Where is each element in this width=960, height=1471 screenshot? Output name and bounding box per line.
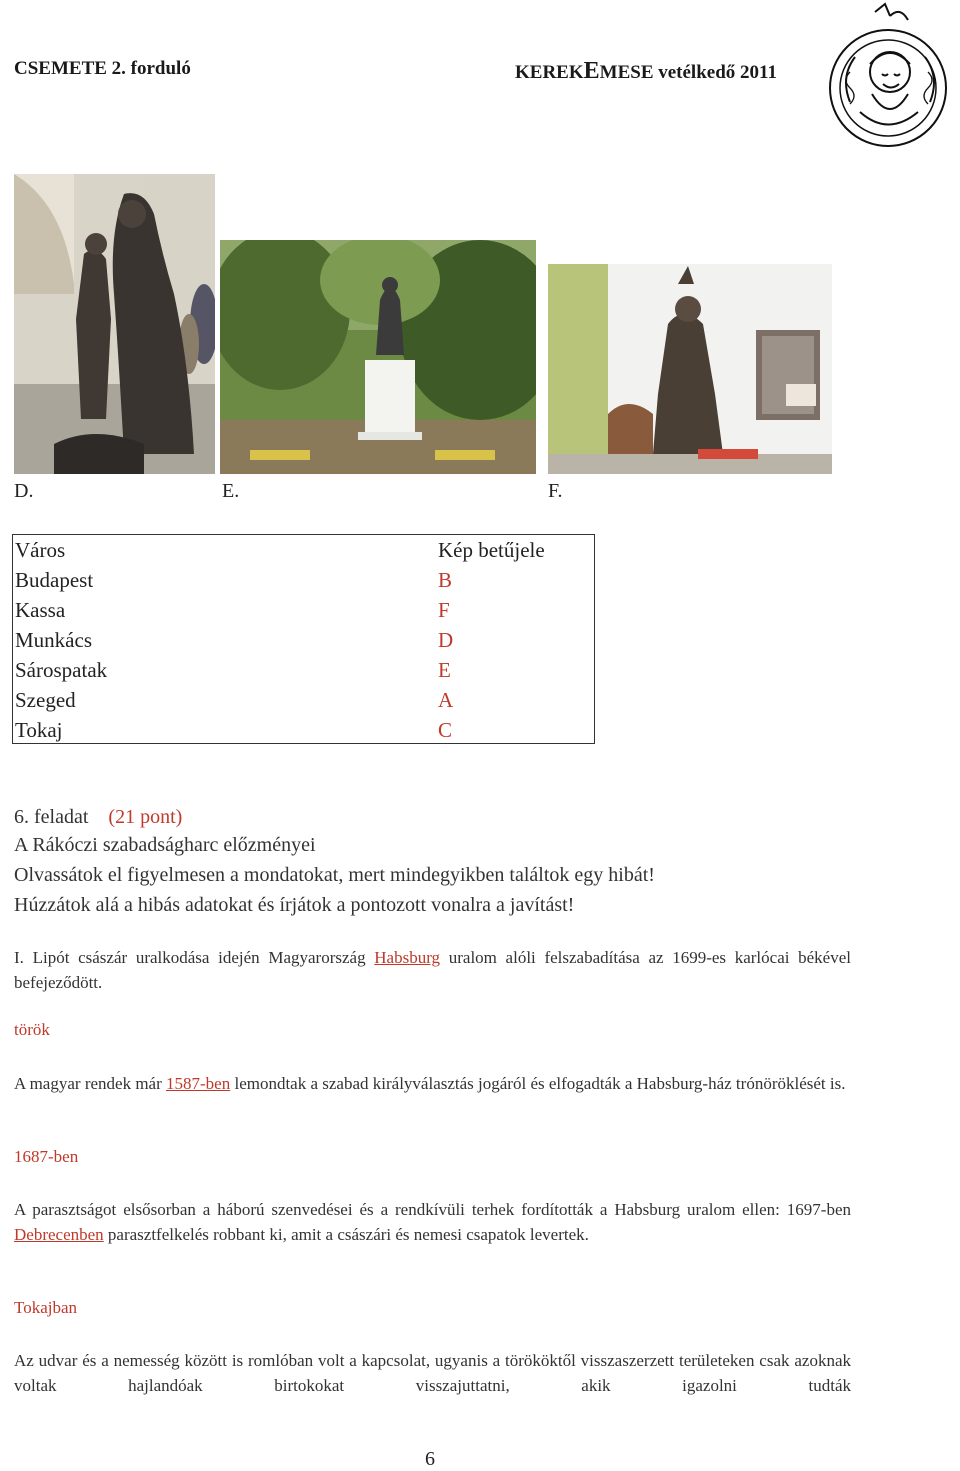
answer-3: Tokajban [14, 1298, 78, 1317]
city-cell: Kassa [15, 598, 66, 622]
photo-label-d: D. [14, 480, 34, 502]
photo-label-f: F. [548, 480, 563, 502]
city-cell: Budapest [15, 568, 94, 592]
photo-f-statue-building [548, 264, 832, 474]
task-instruction-2: Húzzátok alá a hibás adatokat és írjátok a pontozott vonalra a javítást! [14, 894, 575, 916]
photo-label-e: E. [222, 480, 240, 502]
page-number: 6 [425, 1448, 435, 1470]
header-right-title: KEREKEMESE vetélkedő 2011 [515, 58, 777, 84]
task-instruction-1: Olvassátok el figyelmesen a mondatokat, mert mindegyikben találtok egy hibát! [14, 864, 655, 886]
sentence-3: A parasztságot elsősorban a háború szenvedései és a rendkívüli terhek fordították a Habsburg uralom ellen: 1697-ben Debrecenben parasztfelkelés robbant ki, amit a császári és nemesi csapatok levertek. [14, 1200, 851, 1244]
kerekemese-logo [820, 2, 955, 160]
city-cell: Szeged [15, 688, 76, 712]
error-word: 1587-ben [166, 1074, 231, 1093]
letter-cell: D [438, 628, 454, 652]
city-cell: Tokaj [15, 718, 63, 742]
letter-cell: E [438, 658, 451, 682]
table-header-city: Város [15, 538, 66, 562]
task-title: A Rákóczi szabadságharc előzményei [14, 834, 316, 856]
table-header-letter: Kép betűjele [438, 538, 545, 562]
letter-cell: F [438, 598, 450, 622]
sentence-2: A magyar rendek már 1587-ben lemondtak a szabad királyválasztás jogáról és elfogadták a Habsburg-ház trónöröklését is. [14, 1074, 846, 1093]
photo-e-statue-park [220, 240, 536, 474]
letter-cell: B [438, 568, 453, 592]
error-word: Debrecenben [14, 1225, 104, 1244]
city-cell: Sárospatak [15, 658, 108, 682]
answer-2: 1687-ben [14, 1147, 79, 1166]
header-left-title: CSEMETE 2. forduló [14, 58, 191, 79]
sentence-4: Az udvar és a nemesség között is romlóban volt a kapcsolat, ugyanis a törököktől visszaszerzett területeken csak azoknak voltak hajlandóak birtokokat visszajuttatni, akik igazolni tudták [14, 1351, 851, 1395]
task-number-line: 6. feladat (21 pont) [14, 806, 183, 828]
error-word: Habsburg [374, 948, 441, 967]
letter-cell: C [438, 718, 453, 742]
city-letter-table [12, 534, 595, 744]
answer-1: török [14, 1020, 50, 1039]
sentence-1: I. Lipót császár uralkodása idején Magyarország Habsburg uralom alóli felszabadítása az 1699-es karlócai békével befejeződött. [14, 948, 851, 992]
letter-cell: A [438, 688, 454, 712]
photo-d-statue-pair [14, 174, 215, 474]
city-cell: Munkács [15, 628, 92, 652]
